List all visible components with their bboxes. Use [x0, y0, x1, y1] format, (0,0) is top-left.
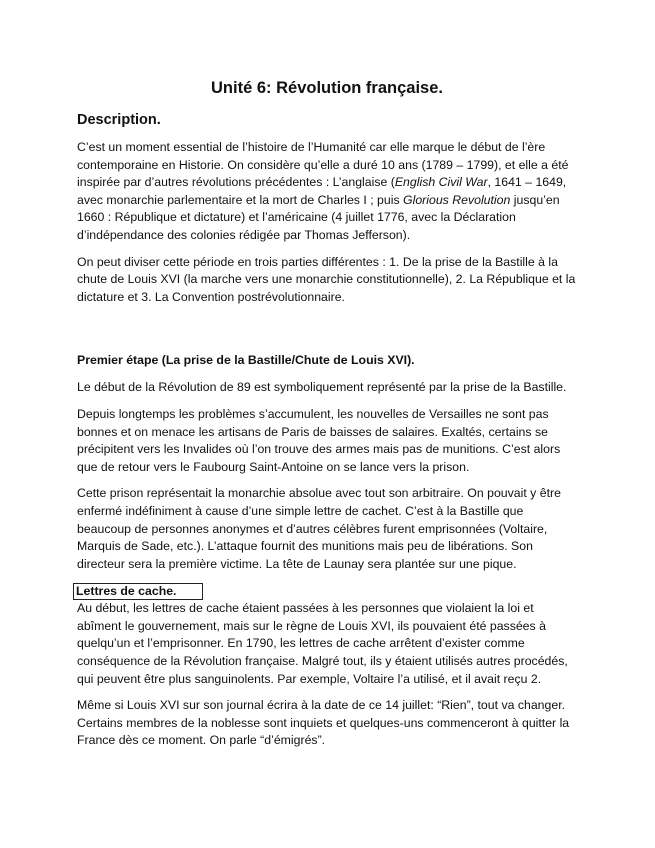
page-title: Unité 6: Révolution française.: [211, 79, 443, 97]
document-page: [77, 78, 577, 759]
description-heading: Description.: [77, 112, 161, 128]
section2-heading-box: [77, 582, 577, 600]
section1-paragraph-1: Le début de la Révolution de 89 est symboliquement représenté par la prise de la Bastille.: [77, 380, 567, 395]
description-text-c: jusqu’en 1660 : République et dictature) et l’américaine (4 juillet 1776, avec la Déclaration d’indépendance des colonies rédigée par Thomas Jefferson).: [77, 192, 560, 242]
section1-heading: Premier étape (La prise de la Bastille/Chute de Louis XVI).: [77, 353, 415, 368]
section2-paragraph-2: Même si Louis XVI sur son journal écrira à la date de ce 14 juillet: “Rien”, tout va changer. Certains membres de la noblesse sont inquiets et quelques-uns commenceront à quitter la France dès ce moment. On parle “d’émigrés”.: [77, 698, 570, 748]
description-text-b: , 1641 – 1649, avec monarchie parlementaire et la mort de Charles I ; puis: [77, 175, 567, 207]
description-paragraph-1: [77, 139, 577, 245]
section2-heading: Lettres de cache.: [73, 583, 203, 600]
section1-paragraph-3: Cette prison représentait la monarchie absolue avec tout son arbitraire. On pouvait y être enfermé indéfiniment à cause d’une simple lettre de cachet. C’est à la Bastille que beaucoup de personnes anonymes et d’autres célèbres furent emprisonnées (Voltaire, Marquis de Sade, etc.). L’attaque fournit des munitions mais peu de libérations. Son directeur sera la première victime. La tête de Launay sera plantée sur une pique.: [77, 486, 561, 571]
description-paragraph-2: On peut diviser cette période en trois parties différentes : 1. De la prise de la Bastille à la chute de Louis XVI (la marche vers une monarchie constitutionnelle), 2. La République et la dictature et 3. La Convention postrévolutionnaire.: [77, 254, 576, 304]
section1-paragraph-2: Depuis longtemps les problèmes s’accumulent, les nouvelles de Versailles ne sont pas bonnes et on menace les artisans de Paris de baisses de salaires. Exaltés, certains se précipitent vers les Invalides où l’on trouve des armes mais pas de munitions. C’est alors que de retour vers le Faubourg Saint-Antoine on se lance vers la prison.: [77, 406, 561, 474]
description-emphasis-2: Glorious Revolution: [403, 192, 511, 207]
description-emphasis-1: English Civil War: [394, 175, 488, 190]
section2-paragraph-1: Au début, les lettres de cache étaient passées à les personnes que violaient la loi et abîment le gouvernement, mais sur le règne de Louis XVI, ils pouvaient été passées à quelqu’un et l’emprisonner. En 1790, les lettres de cache arrêtent d’exister comme conséquence de la Révolution française. Malgré tout, ils y étaient utilisés autres procédés, qui peuvent être plus sanguinolents. Par exemple, Voltaire l’a utilisé, et il avait reçu 2.: [77, 601, 568, 686]
description-text-a: C’est un moment essential de l’histoire de l’Humanité car elle marque le début de l’ère contemporaine en Historie. On considère qu’elle a duré 10 ans (1789 – 1799), et elle a été inspirée par d’autres révolutions précédentes : L’anglaise (: [77, 140, 569, 190]
section-spacer: [77, 315, 577, 352]
